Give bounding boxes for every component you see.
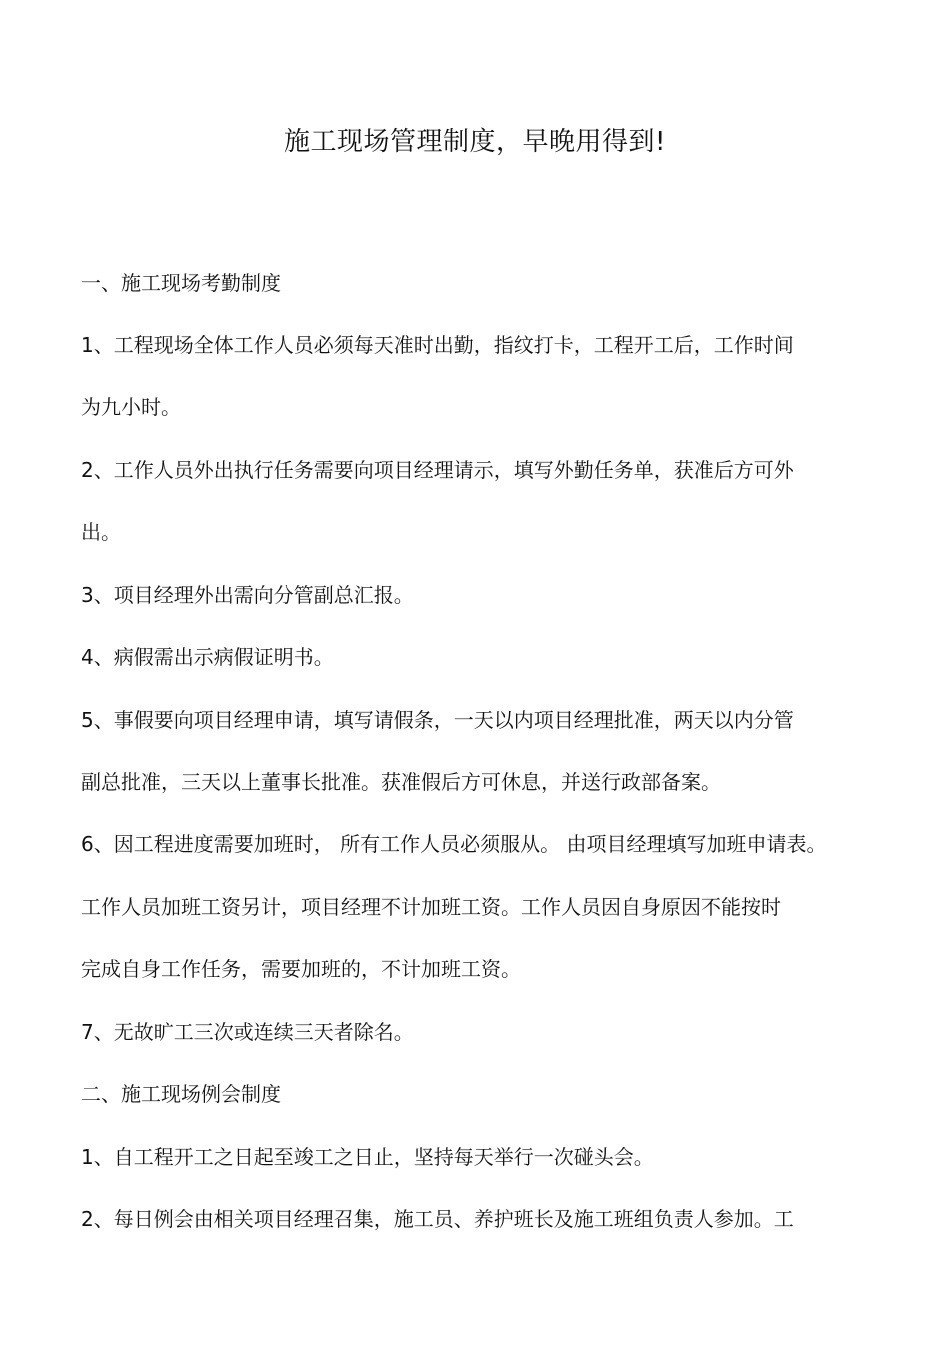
section-heading-meetings: 二、施工现场例会制度 [81,1082,281,1106]
paragraph-line: 工作人员加班工资另计，项目经理不计加班工资。工作人员因自身原因不能按时 [81,895,781,919]
section-heading-attendance: 一、施工现场考勤制度 [81,271,281,295]
paragraph-line: 1、工程现场全体工作人员必须每天准时出勤，指纹打卡，工程开工后，工作时间 [81,333,794,357]
paragraph-line: 完成自身工作任务，需要加班的，不计加班工资。 [81,957,521,981]
paragraph-line: 1、自工程开工之日起至竣工之日止，坚持每天举行一次碰头会。 [81,1145,654,1169]
paragraph-line: 3、项目经理外出需向分管副总汇报。 [81,583,414,607]
paragraph-line: 副总批准，三天以上董事长批准。获准假后方可休息，并送行政部备案。 [81,770,721,794]
paragraph-line: 7、无故旷工三次或连续三天者除名。 [81,1020,414,1044]
paragraph-line: 出。 [81,520,121,544]
paragraph-line: 2、每日例会由相关项目经理召集，施工员、养护班长及施工班组负责人参加。工 [81,1207,794,1231]
document-title: 施工现场管理制度，早晚用得到! [284,127,666,157]
paragraph-line: 5、事假要向项目经理申请，填写请假条，一天以内项目经理批准，两天以内分管 [81,708,794,732]
paragraph-line: 6、因工程进度需要加班时， 所有工作人员必须服从。 由项目经理填写加班申请表。 [81,832,827,856]
paragraph-line: 2、工作人员外出执行任务需要向项目经理请示，填写外勤任务单，获准后方可外 [81,458,794,482]
paragraph-line: 为九小时。 [81,395,181,419]
paragraph-line: 4、病假需出示病假证明书。 [81,645,334,669]
